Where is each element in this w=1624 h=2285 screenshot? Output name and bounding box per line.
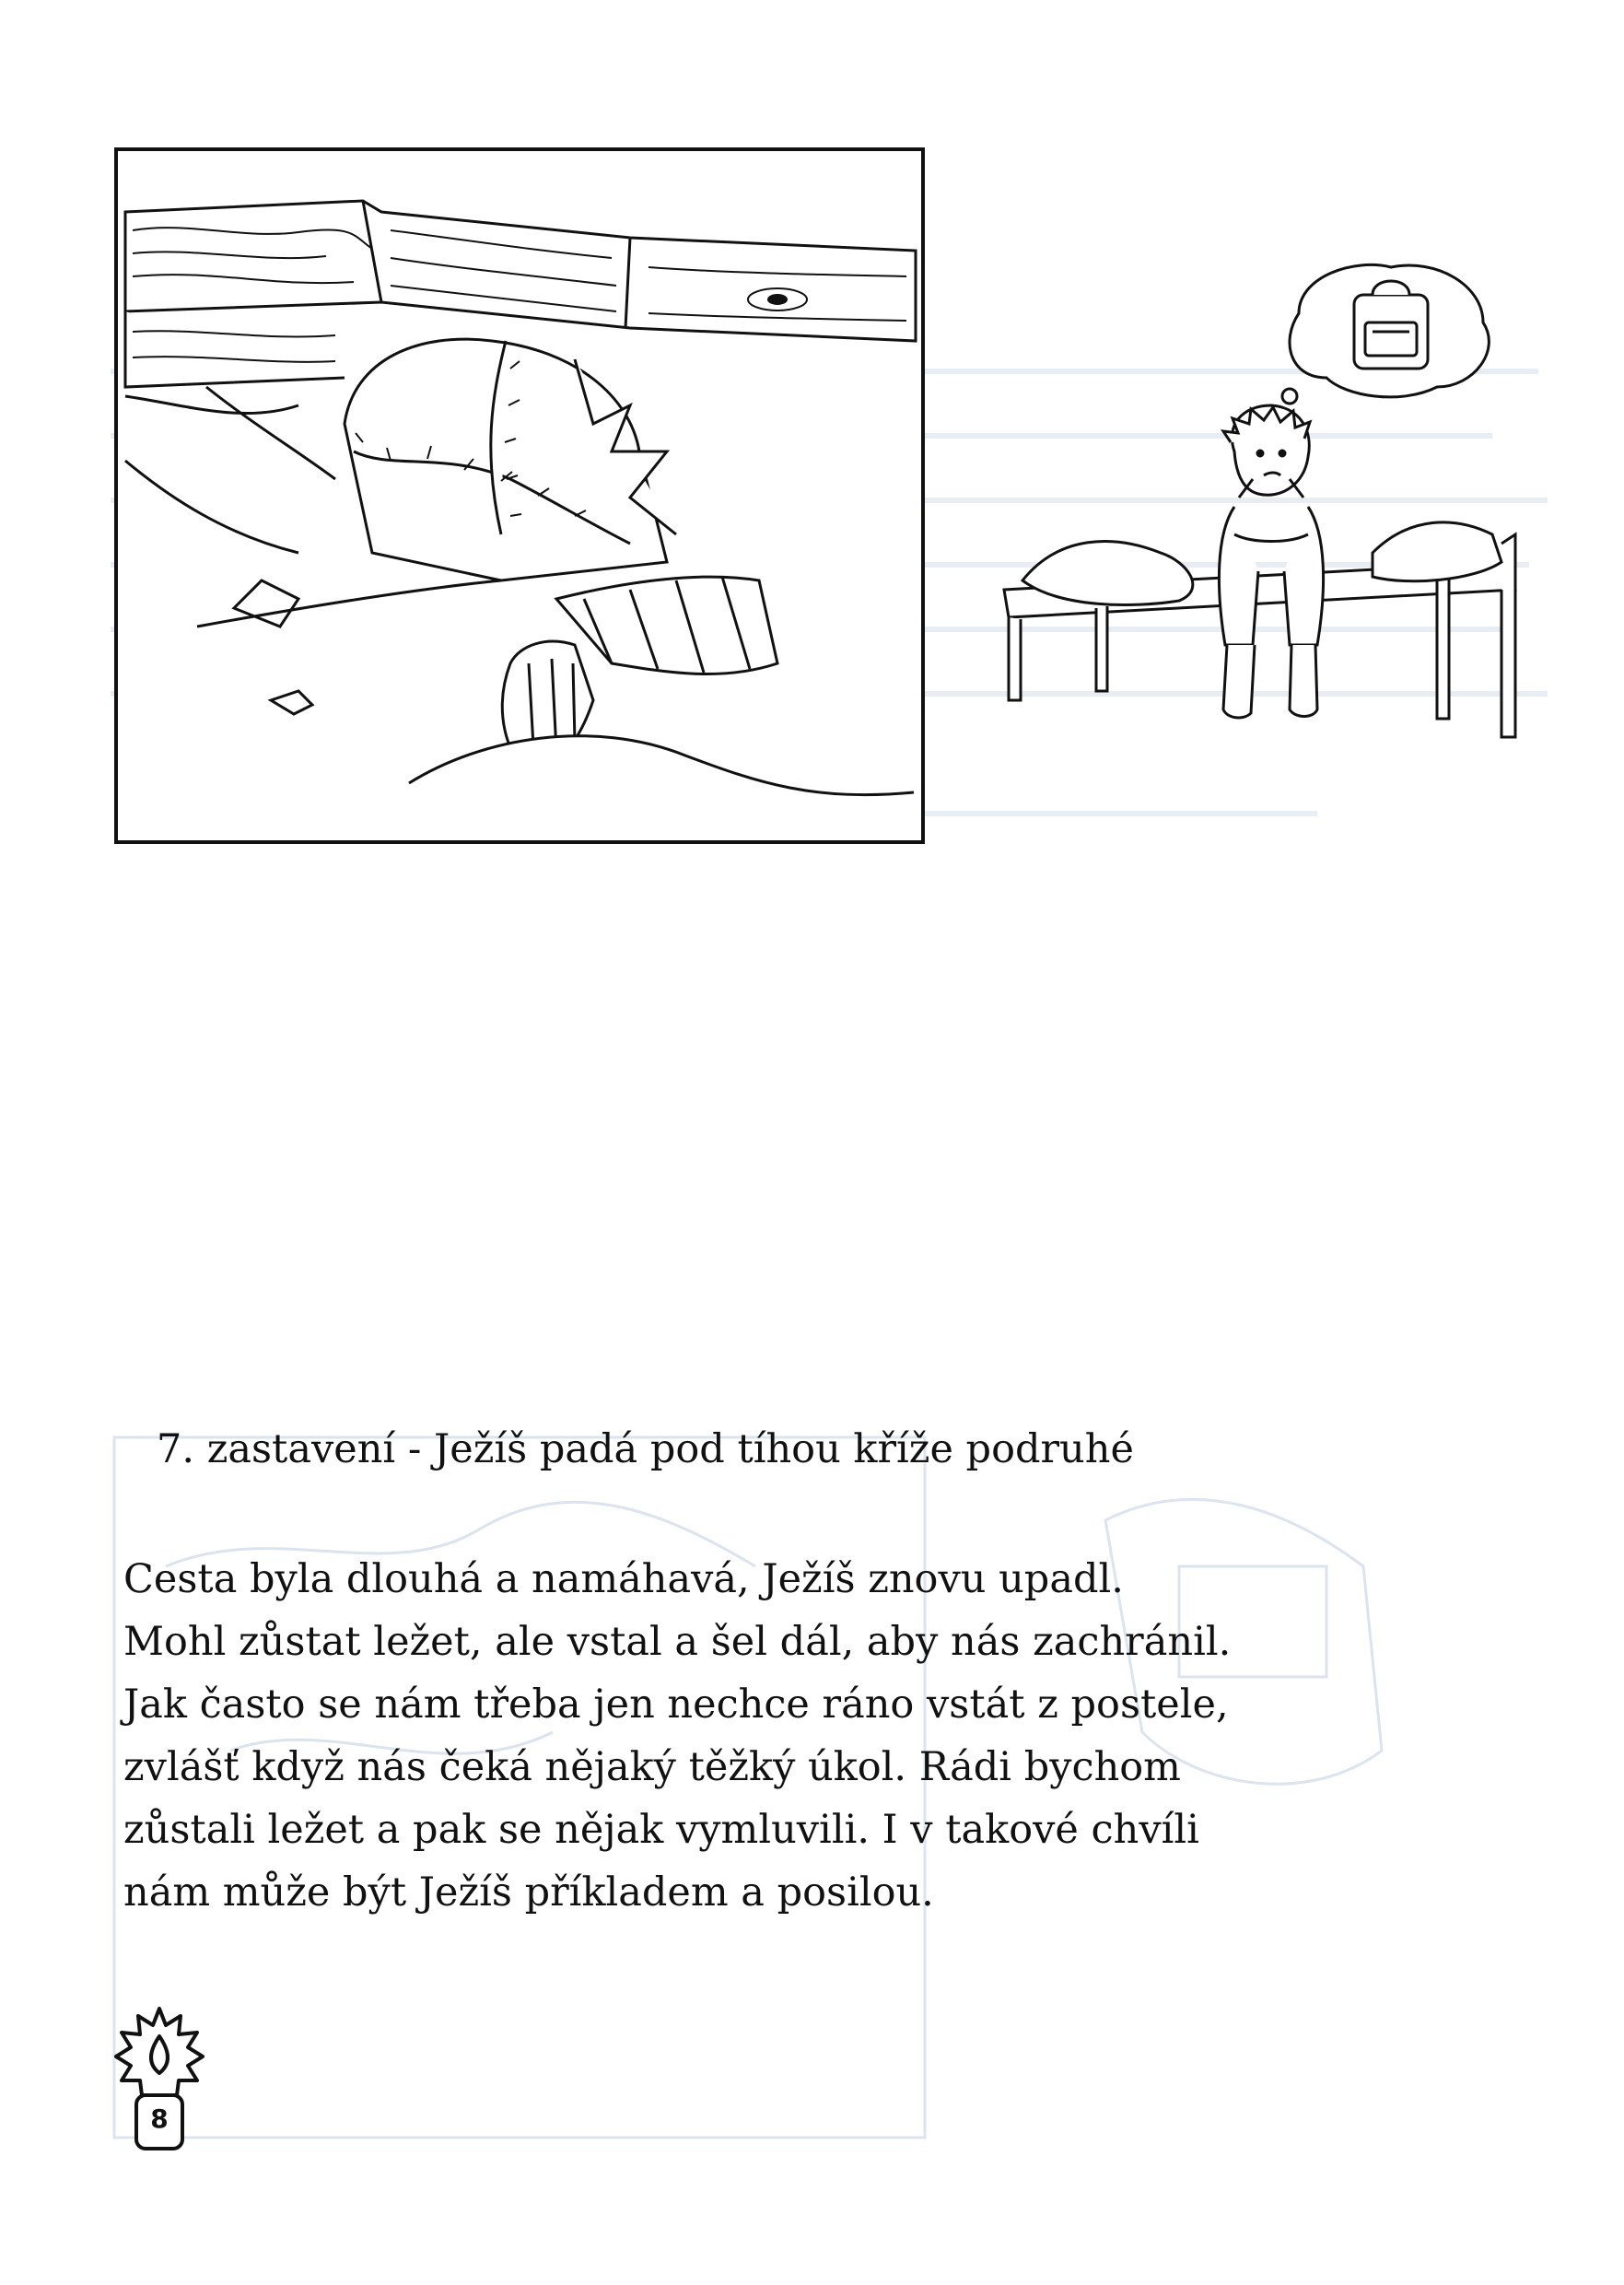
body-line: Cesta byla dlouhá a namáhavá, Ježíš znovu upadl. — [123, 1556, 1124, 1602]
schoolbag-thought-icon — [1354, 281, 1428, 369]
body-line: Jak často se nám třeba jen nechce ráno vstát z postele, — [123, 1682, 1229, 1728]
body-line: Mohl zůstat ležet, ale vstal a šel dál, aby nás zachránil. — [123, 1619, 1232, 1665]
page-number: 8 — [150, 2103, 169, 2134]
jesus-fallen-under-cross-illustration — [114, 147, 925, 844]
body-paragraph — [123, 1548, 1542, 1924]
station-title: 7. zastavení - Ježíš padá pod tíhou kříže podruhé — [157, 1426, 1134, 1472]
body-line: zůstali ležet a pak se nějak vymluvili. I v takové chvíli — [123, 1807, 1199, 1853]
body-line: zvlášť když nás čeká nějaký těžký úkol. Rádi bychom — [123, 1744, 1181, 1790]
boy-sitting-on-bed-illustration — [986, 258, 1538, 774]
body-line: nám může být Ježíš příkladem a posilou. — [123, 1869, 934, 1916]
